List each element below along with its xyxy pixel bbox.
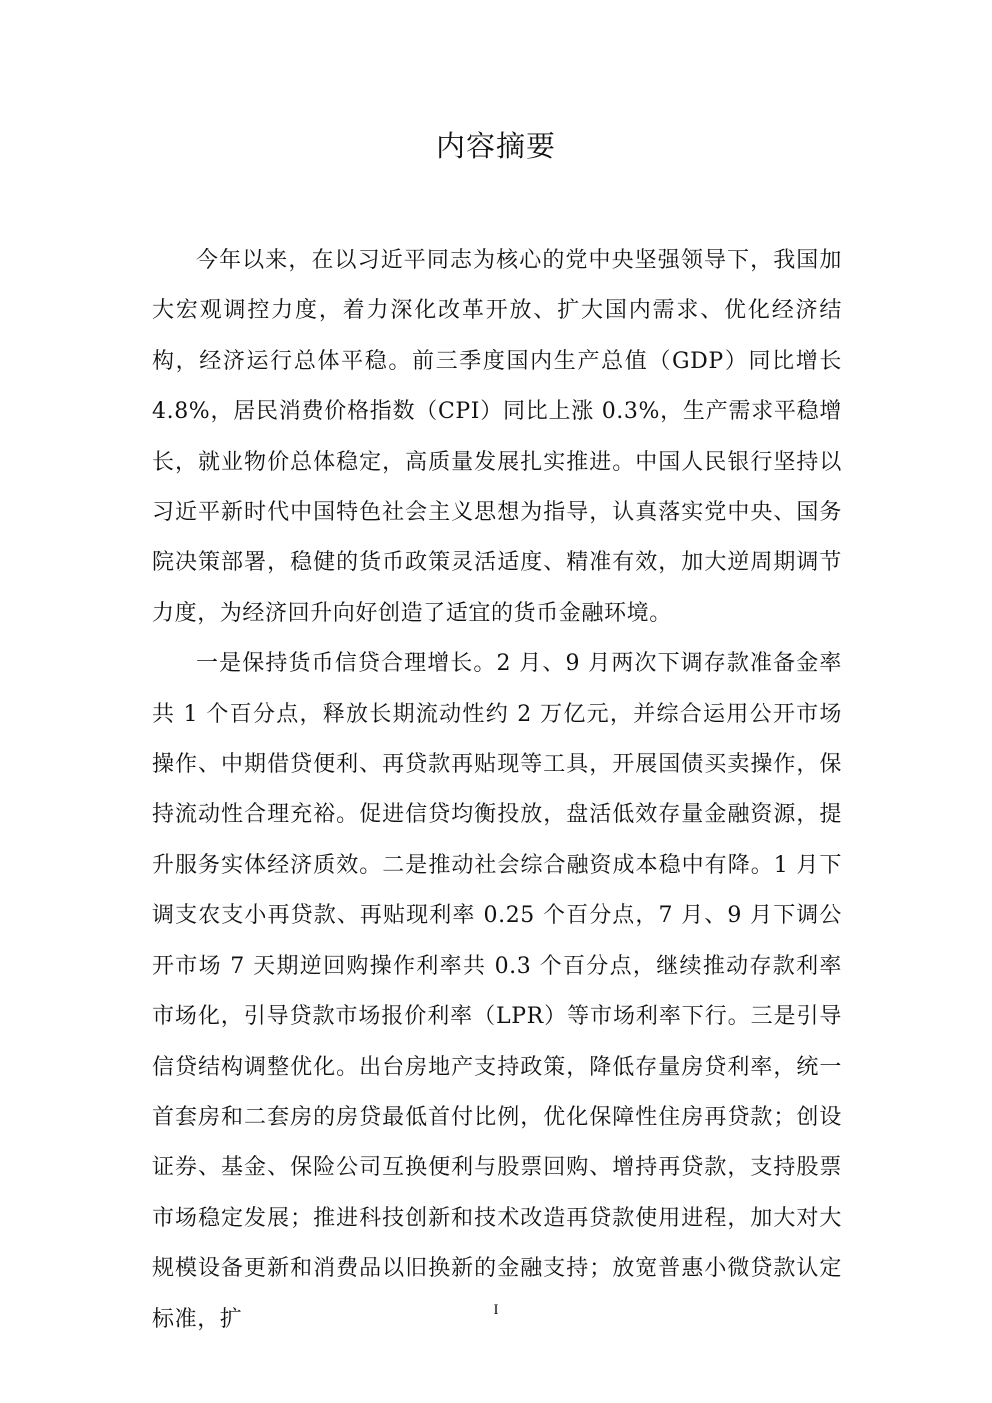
summary-body [152, 236, 842, 1345]
paragraph-policy-measures: 一是保持货币信贷合理增长。2 月、9 月两次下调存款准备金率共 1 个百分点，释放长期流动性约 2 万亿元，并综合运用公开市场操作、中期借贷便利、再贷款再贴现等工具，开展国债买卖操作，保持流动性合理充裕。促进信贷均衡投放，盘活低效存量金融资源，提升服务实体经济质效。二是推动社会综合融资成本稳中有降。1 月下调支农支小再贷款、再贴现利率 0.25 个百分点，7 月、9 月下调公开市场 7 天期逆回购操作利率共 0.3 个百分点，继续推动存款利率市场化，引导贷款市场报价利率（LPR）等市场利率下行。三是引导信贷结构调整优化。出台房地产支持政策，降低存量房贷利率，统一首套房和二套房的房贷最低首付比例，优化保障性住房再贷款；创设证券、基金、保险公司互换便利与股票回购、增持再贷款，支持股票市场稳定发展；推进科技创新和技术改造再贷款使用进程，加大对大规模设备更新和消费品以旧换新的金融支持；放宽普惠小微贷款认定标准，扩 [152, 651, 842, 1332]
page-number: I [493, 1302, 499, 1318]
page-title: 内容摘要 [435, 129, 556, 163]
paragraph-overview: 今年以来，在以习近平同志为核心的党中央坚强领导下，我国加大宏观调控力度，着力深化改革开放、扩大国内需求、优化经济结构，经济运行总体平稳。前三季度国内生产总值（GDP）同比增长 4.8%，居民消费价格指数（CPI）同比上涨 0.3%，生产需求平稳增长，就业物价总体稳定，高质量发展扎实推进。中国人民银行坚持以习近平新时代中国特色社会主义思想为指导，认真落实党中央、国务院决策部署，稳健的货币政策灵活适度、精准有效，加大逆周期调节力度，为经济回升向好创造了适宜的货币金融环境。 [152, 248, 842, 626]
